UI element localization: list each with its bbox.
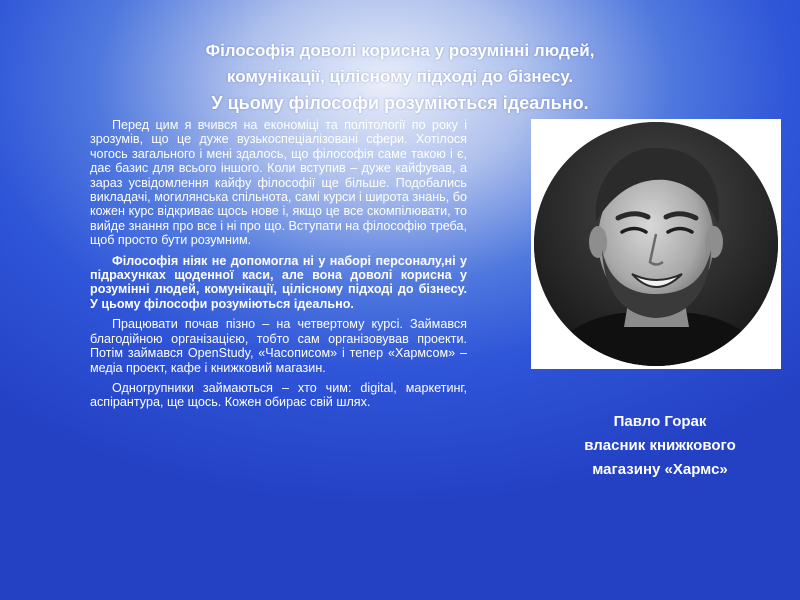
person-name: Павло Горак [613, 413, 707, 430]
paragraph-4: Одногрупники займаються – хто чим: digital, маркетинг, аспірантура, ще щось. Кожен обирає свій шлях. [90, 380, 467, 410]
paragraph-1: Перед цим я вчився на економіці та політології по року і зрозумів, що це дуже вузькоспеціалізовані сфери. Хотілося чогось загального і мені здалось, що філософія саме такою і є, дає базис для всього іншого. Коли вступив – дуже кайфував, а зараз усвідомлення кайфу філософії ще більше. Подобались викладачі, могилянська спільнота, самі курси і широта знань, бо кожен курс відкриває щось нове і, якщо це все скомпілювати, то вийде знання про все і ні про що. Вступати на філософію треба, щоб просто бути розумним. [90, 118, 467, 248]
person-role-line-2: магазину «Хармс» [592, 461, 728, 478]
title-line-1: Філософія доволі корисна у розумінні людей, [205, 41, 595, 60]
title-line-2: комунікації, цілісному підході до бізнесу. [226, 67, 574, 86]
paragraph-2-highlight: Філософія ніяк не допомогла ні у наборі персоналу,ні у підрахунках щоденної каси, але вона доволі корисна у розумінні людей, комунікації, цілісному підході до бізнесу. У цьому філософи розуміються ідеально. [90, 253, 467, 311]
title-line-3: У цьому філософи розуміються ідеально. [211, 93, 589, 113]
photo-frame [531, 119, 781, 369]
portrait-image [534, 122, 778, 366]
paragraph-3: Працювати почав пізно – на четвертому курсі. Займався благодійною організацією, тобто сам організовував проекти. Потім займався OpenStudy, «Часописом» і тепер «Хармсом» – медіа проект, кафе і книжковий магазин. [90, 317, 467, 375]
avatar [534, 122, 778, 366]
interview-text [90, 118, 467, 416]
slide-title [90, 38, 710, 116]
person-role-line-1: власник книжкового [584, 437, 736, 454]
person-caption [548, 410, 772, 482]
